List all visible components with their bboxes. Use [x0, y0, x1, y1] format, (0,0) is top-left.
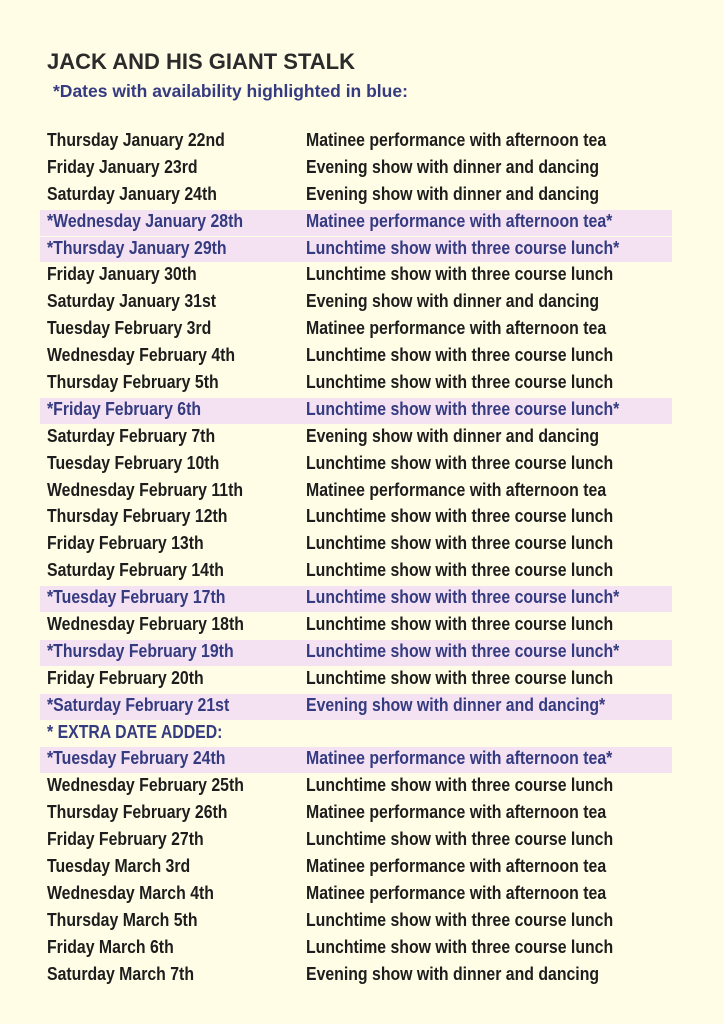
- show-date: Tuesday February 3rd: [47, 318, 212, 339]
- show-date: Friday February 13th: [47, 533, 204, 554]
- show-type: Matinee performance with afternoon tea: [306, 802, 607, 823]
- show-type: Lunchtime show with three course lunch: [306, 372, 614, 393]
- show-type: Evening show with dinner and dancing: [306, 156, 600, 177]
- schedule-row: [0, 558, 724, 585]
- show-type: Evening show with dinner and dancing: [306, 183, 600, 204]
- show-type: Lunchtime show with three course lunch*: [306, 587, 620, 608]
- schedule-row: [0, 908, 724, 935]
- schedule-row: [0, 531, 724, 558]
- show-type: Matinee performance with afternoon tea*: [306, 748, 613, 769]
- show-date: *Thursday February 19th: [47, 640, 234, 661]
- show-date: Wednesday February 11th: [47, 479, 244, 500]
- schedule-row: [0, 128, 724, 155]
- show-date: Wednesday March 4th: [47, 882, 214, 903]
- show-type: Lunchtime show with three course lunch: [306, 936, 614, 957]
- show-type: Lunchtime show with three course lunch: [306, 533, 614, 554]
- schedule-row: [0, 262, 724, 289]
- show-type: Lunchtime show with three course lunch*: [306, 398, 620, 419]
- schedule-row: [0, 504, 724, 531]
- schedule-row: [0, 478, 724, 505]
- show-date: Tuesday February 10th: [47, 452, 220, 473]
- extra-date-note: [0, 720, 724, 747]
- show-type: Lunchtime show with three course lunch*: [306, 237, 620, 258]
- schedule-row: [0, 155, 724, 182]
- schedule-row: [0, 881, 724, 908]
- schedule-row: [0, 827, 724, 854]
- show-type: Lunchtime show with three course lunch: [306, 345, 614, 366]
- show-date: Friday February 20th: [47, 667, 204, 688]
- show-type: Lunchtime show with three course lunch: [306, 775, 614, 796]
- show-type: Matinee performance with afternoon tea: [306, 882, 607, 903]
- schedule-row: [0, 666, 724, 693]
- schedule-row: [0, 773, 724, 800]
- schedule-list: [0, 128, 724, 989]
- show-date: *Friday February 6th: [47, 398, 202, 419]
- show-date: Saturday February 7th: [47, 425, 216, 446]
- schedule-row: [0, 289, 724, 316]
- schedule-row-available: [0, 746, 724, 773]
- show-date: *Tuesday February 24th: [47, 748, 226, 769]
- schedule-row: [0, 935, 724, 962]
- show-type: Lunchtime show with three course lunch: [306, 560, 614, 581]
- schedule-row: [0, 343, 724, 370]
- schedule-row: [0, 962, 724, 989]
- schedule-row: [0, 612, 724, 639]
- show-type: Matinee performance with afternoon tea: [306, 856, 607, 877]
- show-date: Friday January 23rd: [47, 156, 198, 177]
- show-date: Friday February 27th: [47, 829, 204, 850]
- show-date: Wednesday February 25th: [47, 775, 244, 796]
- schedule-row: [0, 800, 724, 827]
- show-date: Friday March 6th: [47, 936, 174, 957]
- schedule-row: [0, 316, 724, 343]
- show-type: Evening show with dinner and dancing: [306, 963, 600, 984]
- show-date: Friday January 30th: [47, 264, 197, 285]
- show-type: Lunchtime show with three course lunch: [306, 667, 614, 688]
- show-date: Thursday March 5th: [47, 909, 198, 930]
- show-date: Saturday January 31st: [47, 291, 217, 312]
- show-date: Saturday January 24th: [47, 183, 217, 204]
- show-type: Evening show with dinner and dancing: [306, 291, 600, 312]
- schedule-row-available: [0, 693, 724, 720]
- schedule-row-available: [0, 236, 724, 263]
- show-date: Thursday January 22nd: [47, 130, 225, 150]
- show-date: *Saturday February 21st: [47, 694, 230, 715]
- show-date: Tuesday March 3rd: [47, 856, 191, 877]
- schedule-row: [0, 182, 724, 209]
- extra-date-label: * EXTRA DATE ADDED:: [47, 721, 223, 742]
- show-date: *Tuesday February 17th: [47, 587, 226, 608]
- show-date: Saturday February 14th: [47, 560, 224, 581]
- show-type: Lunchtime show with three course lunch: [306, 614, 614, 635]
- schedule-row-available: [0, 209, 724, 236]
- page-title: JACK AND HIS GIANT STALK: [47, 49, 355, 74]
- schedule-row: [0, 854, 724, 881]
- schedule-row: [0, 370, 724, 397]
- show-type: Evening show with dinner and dancing: [306, 425, 600, 446]
- show-type: Matinee performance with afternoon tea: [306, 130, 607, 150]
- show-date: Thursday February 5th: [47, 372, 219, 393]
- show-type: Lunchtime show with three course lunch*: [306, 640, 620, 661]
- availability-note: *Dates with availability highlighted in blue:: [53, 81, 408, 101]
- show-date: Saturday March 7th: [47, 963, 195, 984]
- show-type: Lunchtime show with three course lunch: [306, 909, 614, 930]
- schedule-row-available: [0, 397, 724, 424]
- show-date: *Wednesday January 28th: [47, 210, 244, 231]
- show-date: Wednesday February 4th: [47, 345, 236, 366]
- schedule-row: [0, 424, 724, 451]
- show-date: Thursday February 12th: [47, 506, 228, 527]
- show-type: Lunchtime show with three course lunch: [306, 452, 614, 473]
- show-type: Lunchtime show with three course lunch: [306, 506, 614, 527]
- show-date: Wednesday February 18th: [47, 614, 244, 635]
- schedule-row-available: [0, 585, 724, 612]
- schedule-row-available: [0, 639, 724, 666]
- show-date: *Thursday January 29th: [47, 237, 227, 258]
- show-date: Thursday February 26th: [47, 802, 228, 823]
- show-type: Matinee performance with afternoon tea*: [306, 210, 613, 231]
- show-type: Matinee performance with afternoon tea: [306, 318, 607, 339]
- show-type: Evening show with dinner and dancing*: [306, 694, 606, 715]
- show-type: Matinee performance with afternoon tea: [306, 479, 607, 500]
- schedule-row: [0, 451, 724, 478]
- show-type: Lunchtime show with three course lunch: [306, 829, 614, 850]
- show-type: Lunchtime show with three course lunch: [306, 264, 614, 285]
